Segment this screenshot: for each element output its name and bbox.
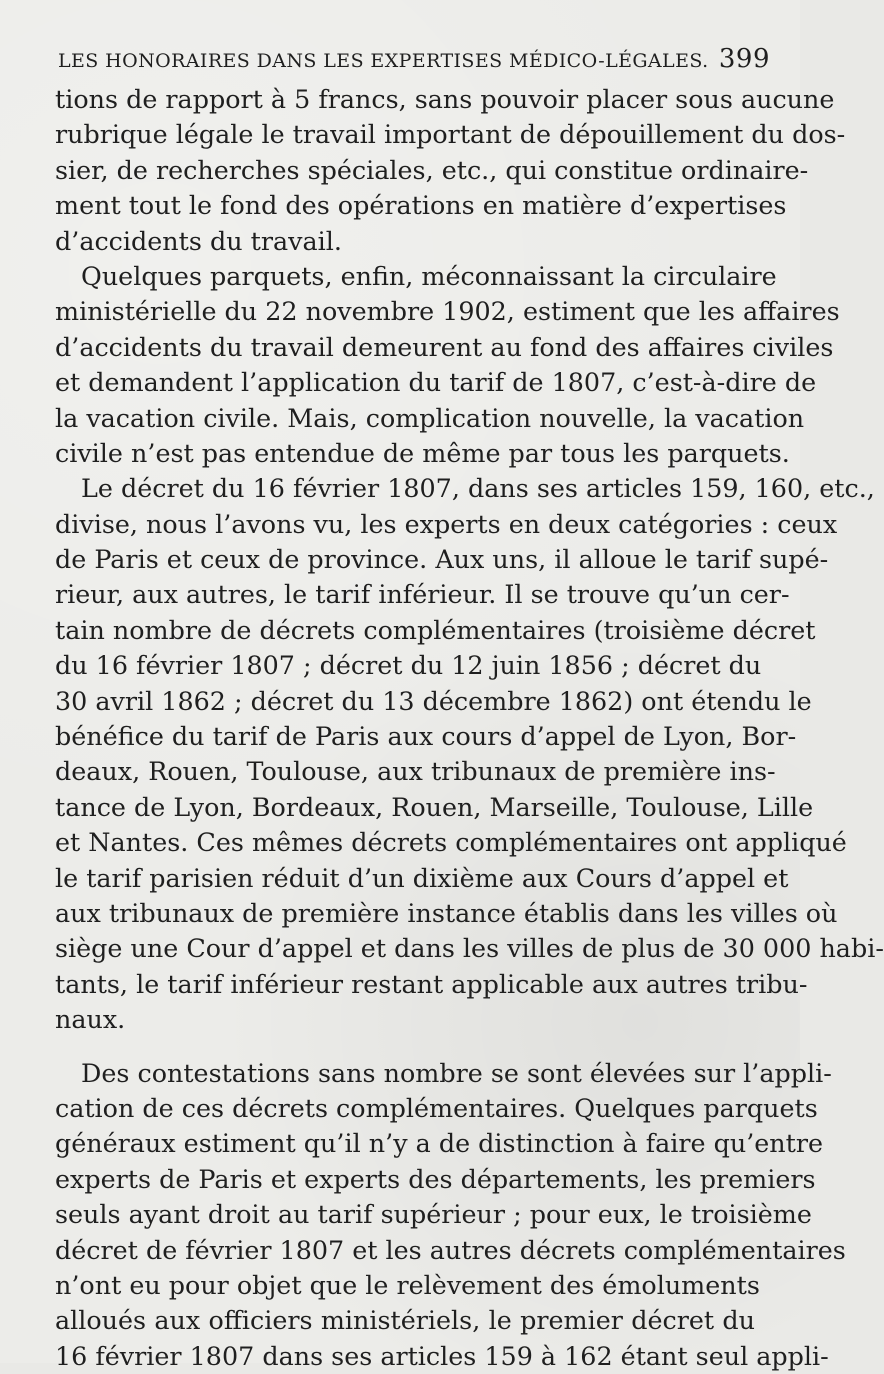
paragraph-4 — [55, 1056, 846, 1374]
text-line: seuls ayant droit au tarif supérieur ; pour eux, le troisième — [55, 1199, 812, 1230]
paragraph-gap — [55, 1038, 755, 1056]
text-line: 30 avril 1862 ; décret du 13 décembre 1862) ont étendu le — [55, 685, 812, 716]
text-line: du 16 février 1807 ; décret du 12 juin 1856 ; décret du — [55, 650, 762, 681]
text-line: naux. — [55, 1004, 126, 1035]
text-line: rieur, aux autres, le tarif inférieur. Il se trouve qu’un cer- — [55, 579, 790, 610]
text-line: tain nombre de décrets complémentaires (troisième décret — [55, 614, 816, 645]
text-line: n’ont eu pour objet que le relèvement des émoluments — [55, 1269, 760, 1300]
text-line: d’accidents du travail. — [55, 225, 342, 256]
text-line: tance de Lyon, Bordeaux, Rouen, Marseille, Toulouse, Lille — [55, 791, 814, 822]
text-line: alloués aux officiers ministériels, le premier décret du — [55, 1305, 755, 1336]
text-line: et Nantes. Ces mêmes décrets complémentaires ont appliqué — [55, 827, 847, 858]
text-line: cation de ces décrets complémentaires. Quelques parquets — [55, 1092, 818, 1123]
text-line: 16 février 1807 dans ses articles 159 à 162 étant seul appli- — [55, 1340, 829, 1371]
text-line: sier, de recherches spéciales, etc., qui constitue ordinaire- — [55, 154, 809, 185]
text-line: aux tribunaux de première instance établis dans les villes où — [55, 897, 838, 928]
text-line: experts de Paris et experts des départements, les premiers — [55, 1163, 816, 1194]
body-text — [55, 82, 884, 1374]
text-line: tions de rapport à 5 francs, sans pouvoir placer sous aucune — [55, 84, 835, 114]
text-line: rubrique légale le travail important de dépouillement du dos- — [55, 119, 846, 150]
paragraph-1 — [55, 82, 846, 259]
text-line: le tarif parisien réduit d’un dixième aux Cours d’appel et — [55, 862, 789, 893]
text-line: civile n’est pas entendue de même par tous les parquets. — [55, 437, 790, 468]
text-line: Des contestations sans nombre se sont élevées sur l’appli- — [81, 1057, 832, 1088]
page-header-title: LES HONORAIRES DANS LES EXPERTISES MÉDICO-LÉGALES. — [58, 50, 709, 72]
text-line: ministérielle du 22 novembre 1902, estiment que les affaires — [55, 296, 840, 327]
paragraph-3 — [55, 471, 884, 1037]
text-line: Le décret du 16 février 1807, dans ses articles 159, 160, etc., — [81, 473, 875, 504]
text-line: de Paris et ceux de province. Aux uns, il alloue le tarif supé- — [55, 544, 829, 575]
text-line: d’accidents du travail demeurent au fond des affaires civiles — [55, 331, 834, 362]
text-line: décret de février 1807 et les autres décrets complémentaires — [55, 1234, 846, 1265]
paragraph-2 — [55, 259, 840, 471]
text-line: Quelques parquets, enfin, méconnaissant la circulaire — [81, 260, 777, 291]
text-line: divise, nous l’avons vu, les experts en deux catégories : ceux — [55, 508, 838, 539]
text-line: et demandent l’application du tarif de 1807, c’est-à-dire de — [55, 367, 817, 398]
text-line: la vacation civile. Mais, complication nouvelle, la vacation — [55, 402, 805, 433]
text-line: généraux estiment qu’il n’y a de distinction à faire qu’entre — [55, 1128, 824, 1159]
text-line: siège une Cour d’appel et dans les villes de plus de 30 000 habi- — [55, 933, 884, 964]
text-line: bénéfice du tarif de Paris aux cours d’appel de Lyon, Bor- — [55, 721, 797, 752]
page-number: 399 — [718, 44, 770, 74]
text-line: tants, le tarif inférieur restant applicable aux autres tribu- — [55, 968, 808, 999]
text-line: deaux, Rouen, Toulouse, aux tribunaux de première ins- — [55, 756, 776, 787]
text-line: ment tout le fond des opérations en matière d’expertises — [55, 190, 787, 221]
running-header — [58, 42, 770, 78]
